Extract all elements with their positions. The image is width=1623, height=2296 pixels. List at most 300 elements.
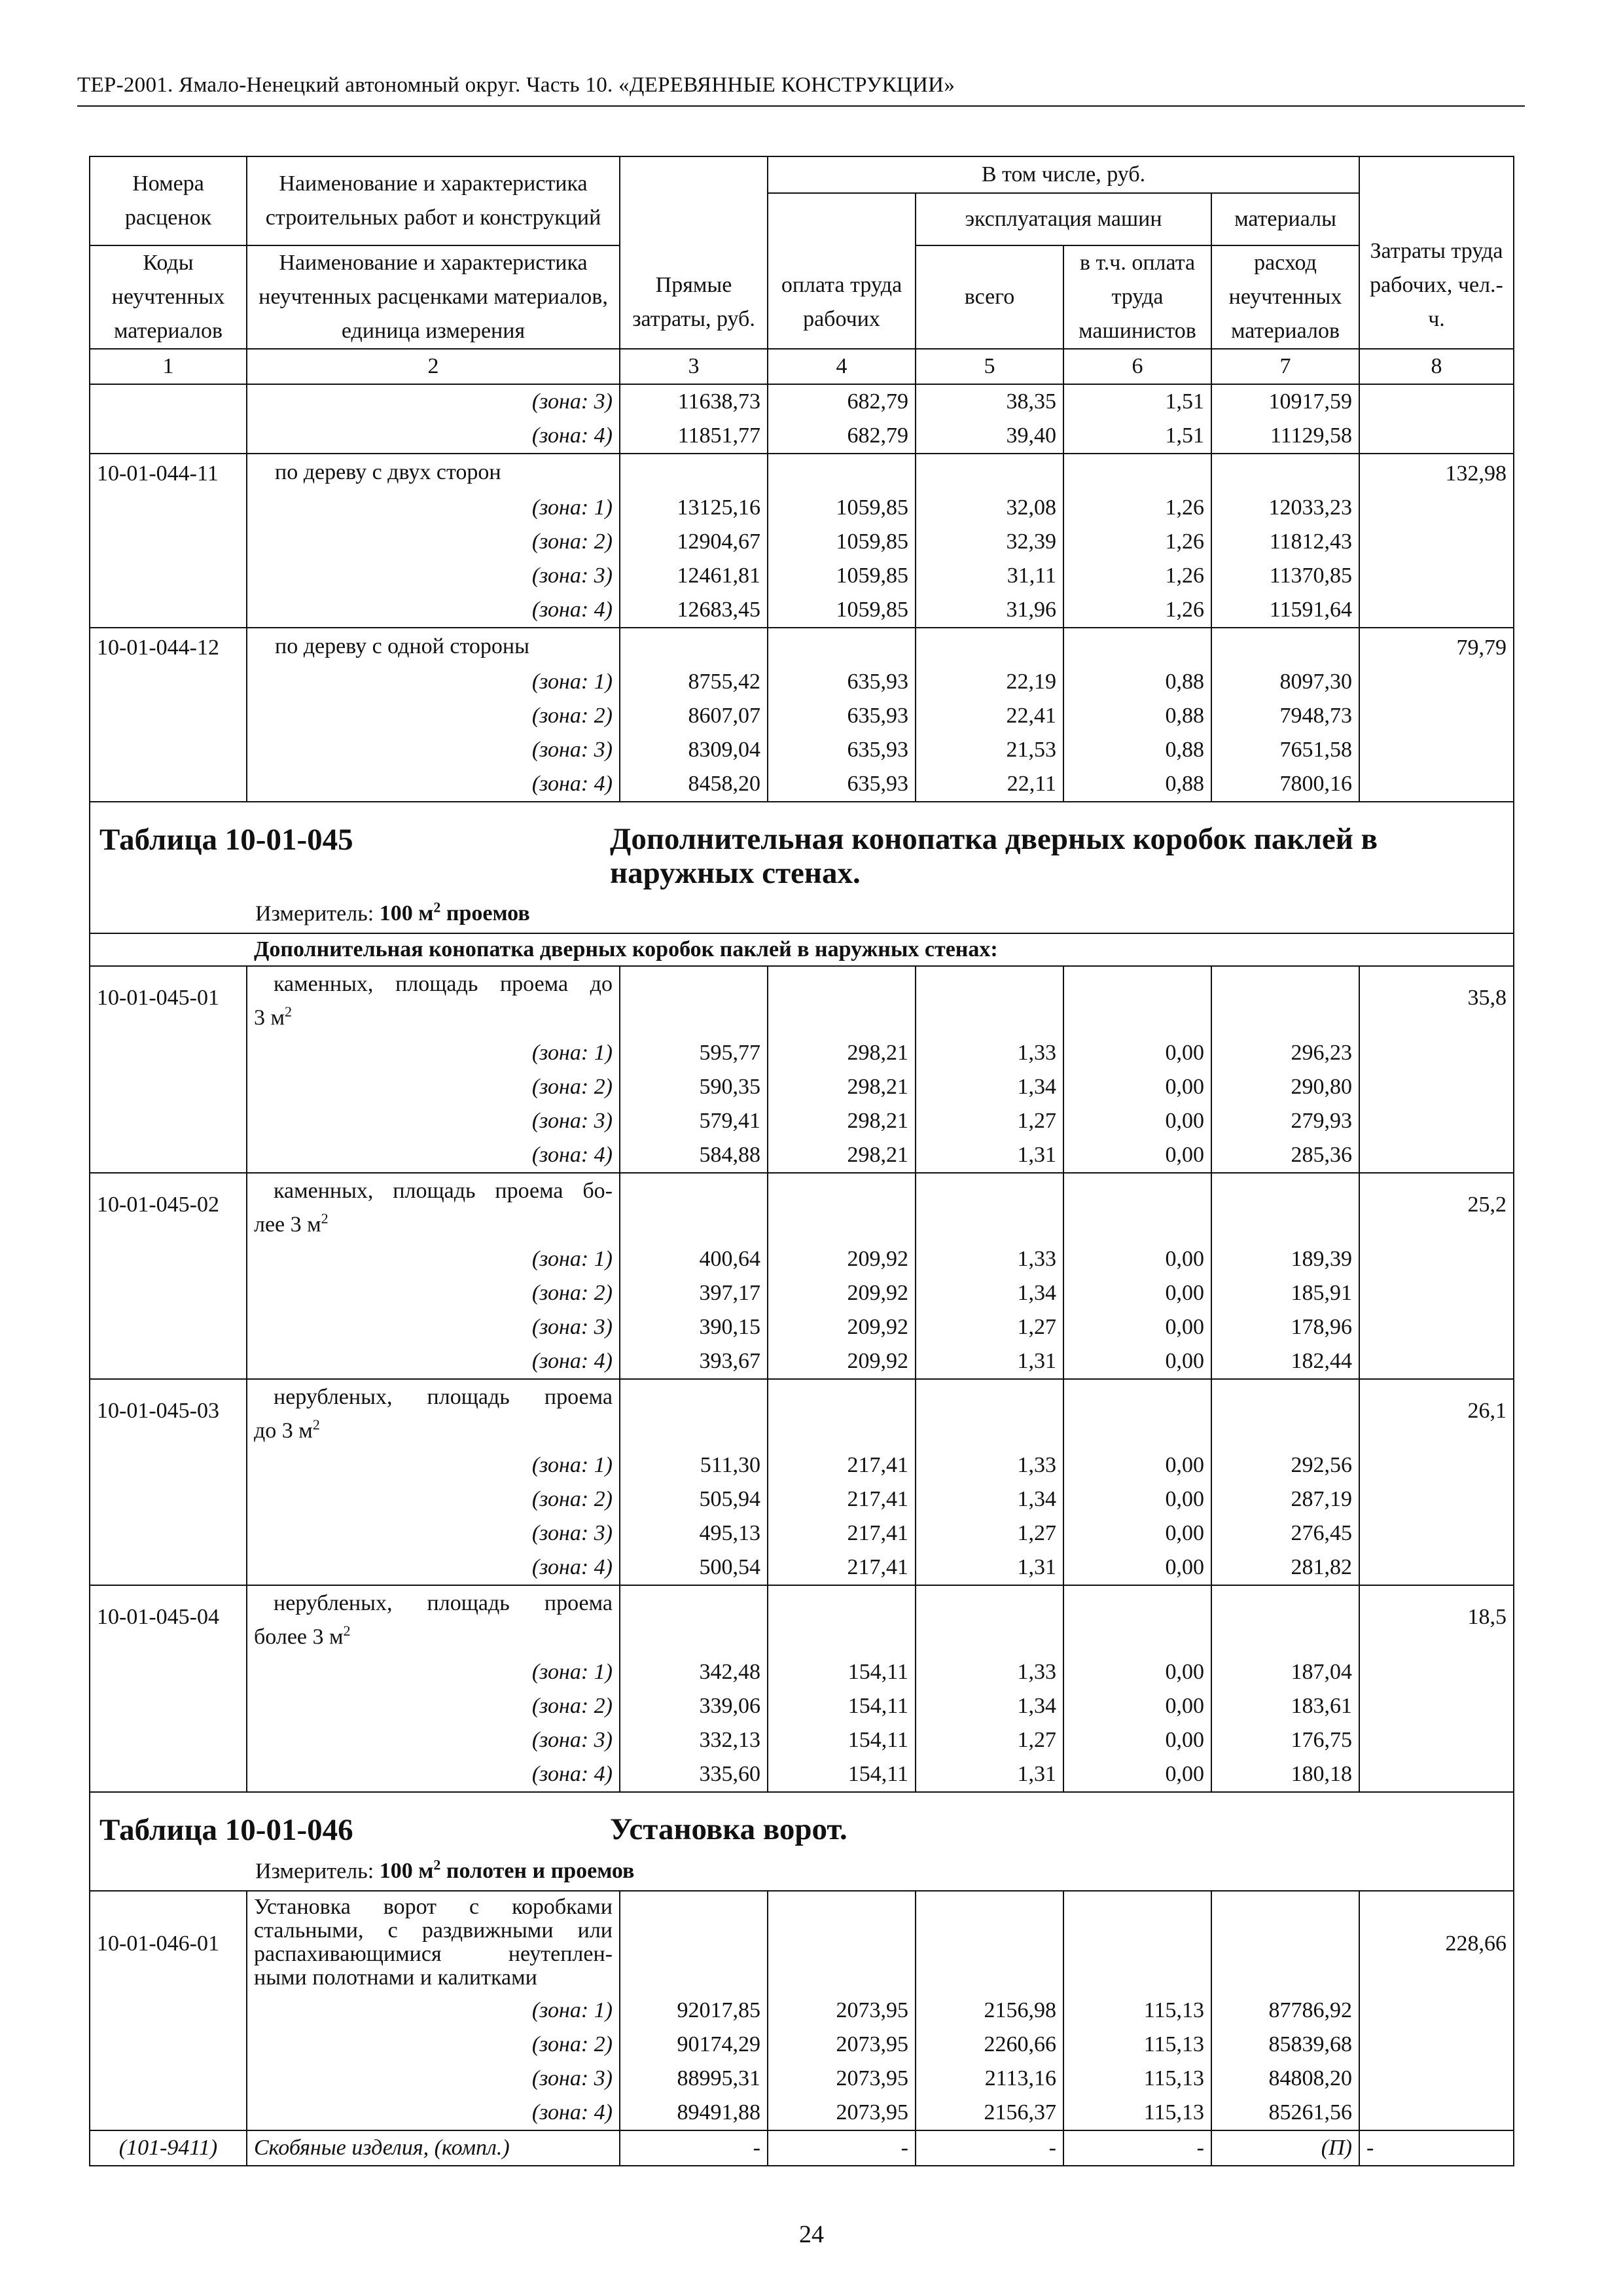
machinist-pay-cell: 0,88 <box>1063 665 1211 699</box>
machine-total-cell: 1,33 <box>916 1036 1063 1070</box>
header-machine-total: всего <box>916 245 1063 349</box>
labor-cell-empty <box>1359 1276 1514 1310</box>
code-cell-empty <box>90 1689 247 1723</box>
value-cell-empty <box>1063 454 1211 491</box>
direct-cost-cell: 13125,16 <box>620 491 768 525</box>
rate-code: 10-01-045-04 <box>90 1585 247 1655</box>
document-header: ТЕР-2001. Ямало-Ненецкий автономный округ. Часть 10. «ДЕРЕВЯННЫЕ КОНСТРУКЦИИ» <box>77 73 955 97</box>
labor-cell-empty <box>1359 1723 1514 1757</box>
zone-row <box>90 1138 1514 1173</box>
labor-costs-value: 35,8 <box>1359 966 1514 1035</box>
zone-row <box>90 419 1514 454</box>
zone-label: (зона: 4) <box>247 593 620 628</box>
zone-label: (зона: 3) <box>247 1104 620 1138</box>
header-material-names: Наименование и характеристика неучтенных расценками материалов, единица измерения <box>247 245 620 349</box>
machinist-pay-cell: 1,26 <box>1063 559 1211 593</box>
meter-line <box>255 1857 1504 1884</box>
table-heading <box>99 822 1504 890</box>
materials-cell: 10917,59 <box>1211 384 1359 419</box>
code-cell-empty <box>90 1036 247 1070</box>
labor-cell-empty <box>1359 2028 1514 2062</box>
table-title: Установка ворот. <box>610 1812 847 1846</box>
machine-total-cell: 2260,66 <box>916 2028 1063 2062</box>
code-cell-empty <box>90 1723 247 1757</box>
header-direct-costs: Прямые затраты, руб. <box>620 156 768 349</box>
header-including: В том числе, руб. <box>768 156 1359 193</box>
materials-cell: 7651,58 <box>1211 733 1359 767</box>
machine-total-cell: 22,41 <box>916 699 1063 733</box>
zone-row <box>90 1310 1514 1344</box>
zone-label: (зона: 3) <box>247 559 620 593</box>
code-cell-empty <box>90 699 247 733</box>
direct-cost-cell: 397,17 <box>620 1276 768 1310</box>
machine-total-cell: 21,53 <box>916 733 1063 767</box>
materials-cell: 84808,20 <box>1211 2062 1359 2096</box>
zone-row <box>90 525 1514 559</box>
code-cell-empty <box>90 384 247 419</box>
table-heading <box>99 1812 1504 1848</box>
value-cell-empty <box>916 1891 1063 1994</box>
code-cell-empty <box>90 1551 247 1585</box>
worker-pay-cell: 635,93 <box>768 733 916 767</box>
worker-pay-cell: 2073,95 <box>768 2096 916 2130</box>
code-cell-empty <box>90 1138 247 1173</box>
zone-row <box>90 1036 1514 1070</box>
machinist-pay-cell: 115,13 <box>1063 2028 1211 2062</box>
machine-total-cell: 1,33 <box>916 1655 1063 1689</box>
machinist-pay-cell: 0,00 <box>1063 1482 1211 1516</box>
labor-costs-value: 18,5 <box>1359 1585 1514 1655</box>
labor-cell-empty <box>1359 699 1514 733</box>
machine-total-cell: 38,35 <box>916 384 1063 419</box>
code-cell-empty <box>90 1344 247 1379</box>
code-cell-empty <box>90 1310 247 1344</box>
direct-cost-cell: 332,13 <box>620 1723 768 1757</box>
direct-cost-cell: 11851,77 <box>620 419 768 454</box>
machinist-pay-cell: 115,13 <box>1063 2096 1211 2130</box>
value-cell-empty <box>768 628 916 665</box>
table-title: Дополнительная конопатка дверных коробок паклей в наружных стенах. <box>610 822 1378 890</box>
value-cell-empty <box>916 1379 1063 1448</box>
worker-pay-cell: 298,21 <box>768 1070 916 1104</box>
zone-row <box>90 1104 1514 1138</box>
materials-cell: 11370,85 <box>1211 559 1359 593</box>
labor-cell-empty <box>1359 1994 1514 2028</box>
materials-cell: 285,36 <box>1211 1138 1359 1173</box>
worker-pay-cell: 217,41 <box>768 1448 916 1482</box>
zone-label: (зона: 4) <box>247 1344 620 1379</box>
value-cell-empty <box>768 1173 916 1242</box>
code-cell-empty <box>90 767 247 802</box>
labor-cell-empty <box>1359 2096 1514 2130</box>
worker-pay-cell: 1059,85 <box>768 559 916 593</box>
worker-pay-cell: 217,41 <box>768 1482 916 1516</box>
machine-total-cell: 1,27 <box>916 1723 1063 1757</box>
rate-name-line: стальными, с раздвижными или <box>254 1918 613 1943</box>
machinist-pay-cell: 0,00 <box>1063 1757 1211 1792</box>
material-machine-total: - <box>916 2130 1063 2166</box>
zone-label: (зона: 2) <box>247 1689 620 1723</box>
direct-cost-cell: 595,77 <box>620 1036 768 1070</box>
rate-code: 10-01-045-03 <box>90 1379 247 1448</box>
value-cell-empty <box>1063 1173 1211 1242</box>
table-title-row <box>90 802 1514 933</box>
value-cell-empty <box>1063 1585 1211 1655</box>
value-cell-empty <box>768 454 916 491</box>
worker-pay-cell: 298,21 <box>768 1138 916 1173</box>
meter-unit <box>379 1856 635 1883</box>
machinist-pay-cell: 0,00 <box>1063 1723 1211 1757</box>
value-cell-empty <box>1211 1173 1359 1242</box>
labor-cell-empty <box>1359 419 1514 454</box>
machinist-pay-cell: 1,26 <box>1063 525 1211 559</box>
rate-name-line <box>254 1205 613 1238</box>
machine-total-cell: 1,34 <box>916 1070 1063 1104</box>
rate-name-sup: 2 <box>285 1003 293 1020</box>
direct-cost-cell: 8755,42 <box>620 665 768 699</box>
direct-cost-cell: 92017,85 <box>620 1994 768 2028</box>
value-cell-empty <box>1063 628 1211 665</box>
labor-costs-value: 26,1 <box>1359 1379 1514 1448</box>
value-cell-empty <box>1211 1585 1359 1655</box>
value-cell-empty <box>1211 1891 1359 1994</box>
machine-total-cell: 22,19 <box>916 665 1063 699</box>
value-cell-empty <box>1211 966 1359 1035</box>
header-work-name: Наименование и характеристика строительных работ и конструкций <box>247 156 620 245</box>
direct-cost-cell: 12904,67 <box>620 525 768 559</box>
code-cell-empty <box>90 2028 247 2062</box>
worker-pay-cell: 635,93 <box>768 767 916 802</box>
column-number: 1 <box>90 349 247 384</box>
machine-total-cell: 2113,16 <box>916 2062 1063 2096</box>
zone-row <box>90 1655 1514 1689</box>
zone-label: (зона: 1) <box>247 665 620 699</box>
zone-row <box>90 2062 1514 2096</box>
value-cell-empty <box>916 628 1063 665</box>
worker-pay-cell: 298,21 <box>768 1104 916 1138</box>
header-rule <box>77 105 1525 107</box>
table-title-row <box>90 1792 1514 1891</box>
materials-cell: 12033,23 <box>1211 491 1359 525</box>
zone-label: (зона: 2) <box>247 699 620 733</box>
zone-label: (зона: 3) <box>247 384 620 419</box>
materials-cell: 287,19 <box>1211 1482 1359 1516</box>
zone-label: (зона: 2) <box>247 2028 620 2062</box>
labor-cell-empty <box>1359 1070 1514 1104</box>
worker-pay-cell: 2073,95 <box>768 2028 916 2062</box>
code-cell-empty <box>90 1482 247 1516</box>
rate-name: по дереву с одной стороны <box>247 628 620 665</box>
code-cell-empty <box>90 1516 247 1551</box>
code-cell-empty <box>90 1242 247 1276</box>
rate-code: 10-01-045-02 <box>90 1173 247 1242</box>
labor-cell-empty <box>1359 2062 1514 2096</box>
direct-cost-cell: 12461,81 <box>620 559 768 593</box>
machinist-pay-cell: 0,00 <box>1063 1516 1211 1551</box>
zone-label: (зона: 2) <box>247 1070 620 1104</box>
machinist-pay-cell: 1,51 <box>1063 384 1211 419</box>
code-cell-empty <box>90 665 247 699</box>
direct-cost-cell: 90174,29 <box>620 2028 768 2062</box>
labor-costs-value: 25,2 <box>1359 1173 1514 1242</box>
code-cell-empty <box>90 1276 247 1310</box>
rate-row <box>90 1585 1514 1655</box>
worker-pay-cell: 217,41 <box>768 1516 916 1551</box>
zone-label: (зона: 4) <box>247 2096 620 2130</box>
meter-sup: 2 <box>433 1856 441 1873</box>
zone-row <box>90 733 1514 767</box>
machine-total-cell: 1,31 <box>916 1551 1063 1585</box>
machine-total-cell: 31,96 <box>916 593 1063 628</box>
labor-cell-empty <box>1359 559 1514 593</box>
worker-pay-cell: 1059,85 <box>768 491 916 525</box>
zone-label: (зона: 1) <box>247 1448 620 1482</box>
zone-row <box>90 2096 1514 2130</box>
direct-cost-cell: 11638,73 <box>620 384 768 419</box>
materials-cell: 176,75 <box>1211 1723 1359 1757</box>
rate-name-line: нерубленых, площадь проема <box>274 1591 613 1616</box>
direct-cost-cell: 495,13 <box>620 1516 768 1551</box>
direct-cost-cell: 89491,88 <box>620 2096 768 2130</box>
value-cell-empty <box>1211 1379 1359 1448</box>
materials-cell: 85839,68 <box>1211 2028 1359 2062</box>
worker-pay-cell: 1059,85 <box>768 593 916 628</box>
header-machine-operation: эксплуатация машин <box>916 193 1211 245</box>
zone-row <box>90 1070 1514 1104</box>
labor-cell-empty <box>1359 1482 1514 1516</box>
meter-line <box>255 899 1504 926</box>
worker-pay-cell: 1059,85 <box>768 525 916 559</box>
worker-pay-cell: 209,92 <box>768 1276 916 1310</box>
machine-total-cell: 2156,98 <box>916 1994 1063 2028</box>
column-number: 6 <box>1063 349 1211 384</box>
rate-name-line: каменных, площадь проема до <box>274 972 613 997</box>
header-rate-number: Номера расценок <box>90 156 247 245</box>
worker-pay-cell: 154,11 <box>768 1655 916 1689</box>
zone-label: (зона: 3) <box>247 2062 620 2096</box>
page-number: 24 <box>799 2221 824 2248</box>
value-cell-empty <box>1211 628 1359 665</box>
table-title-cell <box>90 1792 1514 1891</box>
zone-row <box>90 1242 1514 1276</box>
header-worker-pay: оплата труда рабочих <box>768 193 916 349</box>
worker-pay-cell: 635,93 <box>768 665 916 699</box>
value-cell-empty <box>768 1891 916 1994</box>
zone-label: (зона: 2) <box>247 1482 620 1516</box>
labor-cell-empty <box>1359 1516 1514 1551</box>
zone-label: (зона: 4) <box>247 1551 620 1585</box>
meter-suffix: проемов <box>446 901 530 926</box>
zone-row <box>90 1482 1514 1516</box>
zone-label: (зона: 4) <box>247 1138 620 1173</box>
zone-label: (зона: 3) <box>247 1310 620 1344</box>
table-title-cell <box>90 802 1514 933</box>
material-worker-pay: - <box>768 2130 916 2166</box>
machinist-pay-cell: 0,00 <box>1063 1689 1211 1723</box>
machine-total-cell: 32,39 <box>916 525 1063 559</box>
code-cell-empty <box>90 1070 247 1104</box>
code-cell-empty <box>90 1994 247 2028</box>
machinist-pay-cell: 0,00 <box>1063 1551 1211 1585</box>
materials-cell: 281,82 <box>1211 1551 1359 1585</box>
value-cell-empty <box>620 454 768 491</box>
direct-cost-cell: 339,06 <box>620 1689 768 1723</box>
machine-total-cell: 22,11 <box>916 767 1063 802</box>
direct-cost-cell: 590,35 <box>620 1070 768 1104</box>
zone-row <box>90 1448 1514 1482</box>
machine-total-cell: 1,33 <box>916 1448 1063 1482</box>
rate-name-line <box>254 998 613 1031</box>
rate-name-text: лее 3 м <box>254 1211 321 1236</box>
materials-cell: 11812,43 <box>1211 525 1359 559</box>
zone-label: (зона: 2) <box>247 525 620 559</box>
zone-row <box>90 699 1514 733</box>
code-cell-empty <box>90 491 247 525</box>
rates-table <box>89 156 1514 2166</box>
machinist-pay-cell: 0,00 <box>1063 1036 1211 1070</box>
table-number: Таблица 10-01-045 <box>99 823 353 857</box>
labor-cell-empty <box>1359 733 1514 767</box>
rate-row <box>90 454 1514 491</box>
code-cell-empty <box>90 1104 247 1138</box>
machinist-pay-cell: 1,26 <box>1063 593 1211 628</box>
zone-row <box>90 665 1514 699</box>
rate-code: 10-01-045-01 <box>90 966 247 1035</box>
zone-row <box>90 1757 1514 1792</box>
materials-cell: 296,23 <box>1211 1036 1359 1070</box>
zone-label: (зона: 3) <box>247 733 620 767</box>
machine-total-cell: 1,31 <box>916 1344 1063 1379</box>
rate-code: 10-01-044-12 <box>90 628 247 665</box>
rate-name <box>247 1891 620 1994</box>
materials-cell: 85261,56 <box>1211 2096 1359 2130</box>
column-number: 7 <box>1211 349 1359 384</box>
code-cell-empty <box>90 1448 247 1482</box>
machinist-pay-cell: 0,88 <box>1063 733 1211 767</box>
column-number: 8 <box>1359 349 1514 384</box>
direct-cost-cell: 584,88 <box>620 1138 768 1173</box>
machine-total-cell: 31,11 <box>916 559 1063 593</box>
machine-total-cell: 39,40 <box>916 419 1063 454</box>
materials-cell: 183,61 <box>1211 1689 1359 1723</box>
section-heading: Дополнительная конопатка дверных коробок паклей в наружных стенах: <box>90 933 1514 966</box>
direct-cost-cell: 335,60 <box>620 1757 768 1792</box>
materials-cell: 8097,30 <box>1211 665 1359 699</box>
materials-cell: 187,04 <box>1211 1655 1359 1689</box>
zone-label: (зона: 1) <box>247 491 620 525</box>
labor-costs-value: 132,98 <box>1359 454 1514 491</box>
machinist-pay-cell: 0,00 <box>1063 1070 1211 1104</box>
rate-name-line: Установка ворот с коробками <box>254 1894 613 1919</box>
worker-pay-cell: 635,93 <box>768 699 916 733</box>
zone-label: (зона: 1) <box>247 1242 620 1276</box>
labor-cell-empty <box>1359 491 1514 525</box>
machine-total-cell: 1,34 <box>916 1276 1063 1310</box>
material-machinist-pay: - <box>1063 2130 1211 2166</box>
machinist-pay-cell: 0,00 <box>1063 1448 1211 1482</box>
value-cell-empty <box>620 1891 768 1994</box>
zone-row <box>90 1551 1514 1585</box>
code-cell-empty <box>90 559 247 593</box>
labor-cell-empty <box>1359 1757 1514 1792</box>
zone-row <box>90 1516 1514 1551</box>
zone-row <box>90 1276 1514 1310</box>
materials-cell: 180,18 <box>1211 1757 1359 1792</box>
worker-pay-cell: 154,11 <box>768 1723 916 1757</box>
direct-cost-cell: 500,54 <box>620 1551 768 1585</box>
value-cell-empty <box>1063 1891 1211 1994</box>
labor-cell-empty <box>1359 1689 1514 1723</box>
machinist-pay-cell: 115,13 <box>1063 1994 1211 2028</box>
material-row <box>90 2130 1514 2166</box>
zone-row <box>90 384 1514 419</box>
labor-cell-empty <box>1359 665 1514 699</box>
labor-costs-value: 228,66 <box>1359 1891 1514 1994</box>
materials-cell: 7800,16 <box>1211 767 1359 802</box>
rate-name-text: 3 м <box>254 1005 285 1030</box>
zone-row <box>90 1723 1514 1757</box>
zone-row <box>90 1994 1514 2028</box>
machinist-pay-cell: 1,51 <box>1063 419 1211 454</box>
worker-pay-cell: 682,79 <box>768 419 916 454</box>
meter-sup: 2 <box>433 899 441 916</box>
direct-cost-cell: 12683,45 <box>620 593 768 628</box>
rate-name-line: распахивающимися неутеплен- <box>254 1941 613 1966</box>
labor-cell-empty <box>1359 1310 1514 1344</box>
rate-name-line <box>254 1617 613 1651</box>
labor-cell-empty <box>1359 1551 1514 1585</box>
value-cell-empty <box>916 454 1063 491</box>
direct-cost-cell: 8458,20 <box>620 767 768 802</box>
materials-cell: 7948,73 <box>1211 699 1359 733</box>
labor-cell-empty <box>1359 1138 1514 1173</box>
value-cell-empty <box>1063 966 1211 1035</box>
worker-pay-cell: 2073,95 <box>768 2062 916 2096</box>
rate-name <box>247 1379 620 1448</box>
direct-cost-cell: 88995,31 <box>620 2062 768 2096</box>
machinist-pay-cell: 0,88 <box>1063 767 1211 802</box>
code-cell-empty <box>90 525 247 559</box>
rate-row <box>90 1379 1514 1448</box>
material-consumption: (П) <box>1211 2130 1359 2166</box>
worker-pay-cell: 154,11 <box>768 1689 916 1723</box>
rate-name <box>247 1585 620 1655</box>
machine-total-cell: 1,34 <box>916 1482 1063 1516</box>
machinist-pay-cell: 115,13 <box>1063 2062 1211 2096</box>
labor-cell-empty <box>1359 593 1514 628</box>
zone-row <box>90 491 1514 525</box>
direct-cost-cell: 8607,07 <box>620 699 768 733</box>
labor-cell-empty <box>1359 1104 1514 1138</box>
zone-row <box>90 1344 1514 1379</box>
value-cell-empty <box>620 966 768 1035</box>
rate-name-sup: 2 <box>312 1416 320 1433</box>
rate-name-line: каменных, площадь проема бо- <box>274 1178 613 1203</box>
direct-cost-cell: 579,41 <box>620 1104 768 1138</box>
code-cell-empty <box>90 593 247 628</box>
worker-pay-cell: 2073,95 <box>768 1994 916 2028</box>
machine-total-cell: 1,34 <box>916 1689 1063 1723</box>
value-cell-empty <box>916 1173 1063 1242</box>
zone-label: (зона: 4) <box>247 1757 620 1792</box>
meter-suffix: полотен и проемов <box>446 1858 635 1883</box>
rate-name <box>247 1173 620 1242</box>
materials-cell: 178,96 <box>1211 1310 1359 1344</box>
zone-row <box>90 2028 1514 2062</box>
value-cell-empty <box>916 1585 1063 1655</box>
section-row <box>90 933 1514 966</box>
materials-cell: 292,56 <box>1211 1448 1359 1482</box>
